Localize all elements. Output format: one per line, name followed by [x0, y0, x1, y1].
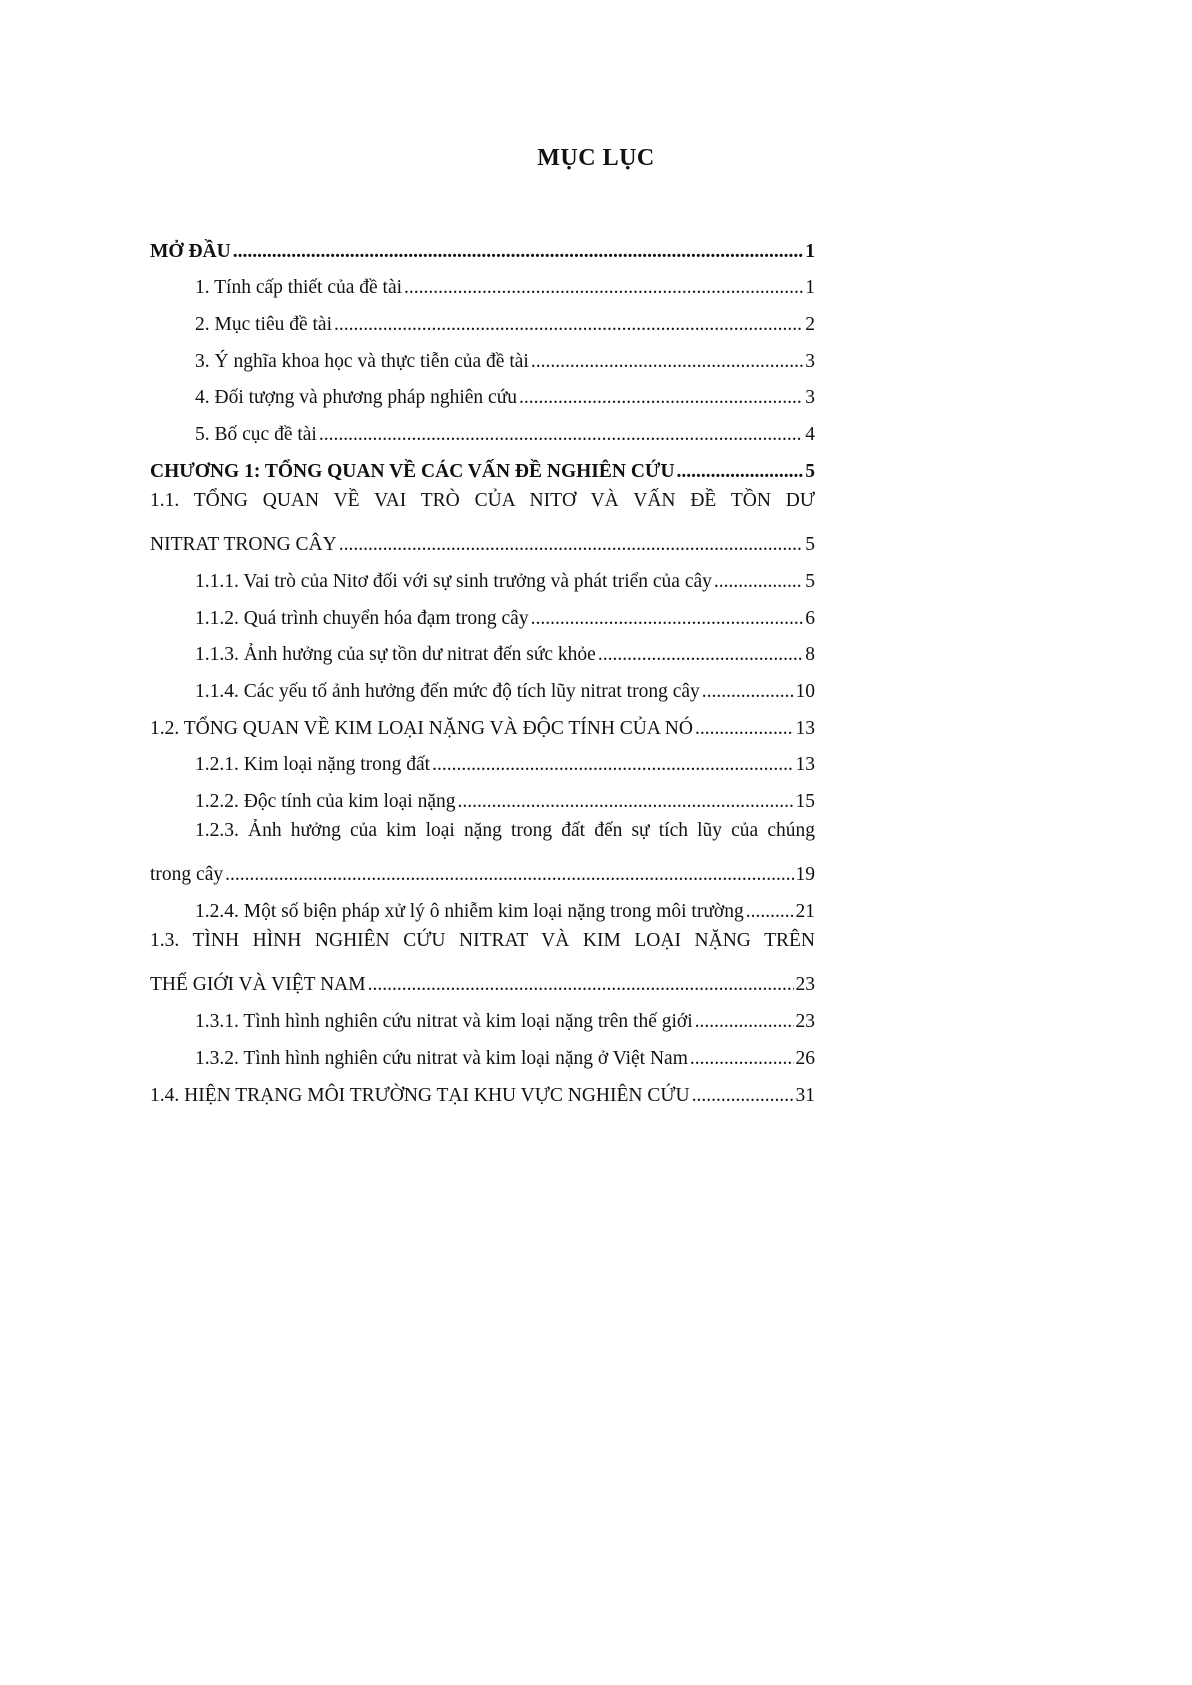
toc-entry-page-number: 5: [805, 460, 815, 482]
toc-entry[interactable]: [150, 740, 815, 777]
dot-leader: [519, 387, 803, 409]
toc-entry-label: 4. Đối tượng và phương pháp nghiên cứu: [195, 387, 518, 409]
toc-entry[interactable]: [150, 666, 815, 703]
toc-entry-page-number: 31: [795, 1084, 815, 1106]
toc-entry-page-number: 23: [795, 974, 815, 996]
toc-entry-page-number: 13: [795, 754, 815, 776]
dot-leader: [690, 1048, 794, 1070]
toc-entry-label: NITRAT TRONG CÂY: [150, 534, 337, 556]
toc-entry-page-number: 5: [805, 570, 815, 592]
toc-entry-label: 1.3.1. Tình hình nghiên cứu nitrat và kim loại nặng trên thế giới: [195, 1011, 693, 1033]
toc-entry[interactable]: [150, 886, 815, 923]
toc-entry[interactable]: [150, 996, 815, 1033]
toc-entry[interactable]: [150, 703, 815, 740]
toc-entry-label: 1.2.1. Kim loại nặng trong đất: [195, 754, 431, 776]
dot-leader: [319, 424, 803, 446]
toc-entry-line1[interactable]: 1.1. TỔNG QUAN VỀ VAI TRÒ CỦA NITƠ VÀ VẤN ĐỀ TỒN DƯ: [150, 489, 815, 511]
toc-entry-line1[interactable]: 1.3. TÌNH HÌNH NGHIÊN CỨU NITRAT VÀ KIM LOẠI NẶNG TRÊN: [150, 930, 815, 952]
toc-entry-label: 1.1.4. Các yếu tố ảnh hưởng đến mức độ tích lũy nitrat trong cây: [195, 680, 700, 702]
dot-leader: [677, 461, 804, 483]
dot-leader: [339, 534, 804, 556]
dot-leader: [432, 754, 793, 776]
dot-leader: [458, 791, 794, 813]
toc-entry-page-number: 19: [795, 864, 815, 886]
toc-entry-label: CHƯƠNG 1: TỔNG QUAN VỀ CÁC VẤN ĐỀ NGHIÊN CỨU: [150, 460, 675, 482]
toc-entry-label: 1.2.2. Độc tính của kim loại nặng: [195, 791, 456, 812]
dot-leader: [702, 681, 794, 703]
dot-leader: [695, 718, 794, 740]
toc-entry-label: 1.1.1. Vai trò của Nitơ đối với sự sinh trưởng và phát triển của cây: [195, 570, 712, 592]
toc-entry[interactable]: [150, 1070, 815, 1107]
dot-leader: [233, 241, 804, 263]
toc-entry-page-number: 21: [795, 901, 815, 923]
dot-leader: [225, 864, 793, 886]
toc-entry-page-number: 3: [805, 350, 815, 372]
toc-entry-page-number: 3: [805, 387, 815, 409]
dot-leader: [404, 277, 803, 299]
toc-entry[interactable]: [150, 409, 815, 446]
dot-leader: [695, 1011, 794, 1033]
dot-leader: [692, 1085, 794, 1107]
toc-entry-label: 1.3.2. Tình hình nghiên cứu nitrat và kim loại nặng ở Việt Nam: [195, 1047, 688, 1069]
toc-entry[interactable]: [150, 630, 815, 667]
toc-entry-page-number: 4: [805, 424, 815, 446]
toc-entry[interactable]: [150, 850, 815, 887]
toc-entry-page-number: 10: [795, 680, 815, 702]
dot-leader: [334, 314, 803, 336]
toc-entry-page-number: 1: [805, 277, 815, 299]
toc-entry-line1[interactable]: 1.2.3. Ảnh hưởng của kim loại nặng trong đất đến sự tích lũy của chúng: [195, 820, 815, 841]
toc-entry[interactable]: [150, 776, 815, 813]
toc-entry-label: 1.2.4. Một số biện pháp xử lý ô nhiễm kim loại nặng trong môi trường: [195, 901, 744, 923]
page-title: MỤC LỤC: [537, 145, 655, 171]
toc-entry-label: 1.1.2. Quá trình chuyển hóa đạm trong cây: [195, 607, 529, 629]
toc-entry-label: THẾ GIỚI VÀ VIỆT NAM: [150, 974, 366, 996]
toc-entry[interactable]: [150, 593, 815, 630]
toc-entry[interactable]: [150, 226, 815, 263]
toc-entry-page-number: 1: [805, 240, 815, 262]
toc-entry[interactable]: [150, 373, 815, 410]
toc-entry-label: 2. Mục tiêu đề tài: [195, 314, 333, 336]
toc-entry[interactable]: [150, 960, 815, 997]
toc-entry[interactable]: [150, 556, 815, 593]
toc-entry[interactable]: [150, 299, 815, 336]
toc-entry-label: 1.2. TỔNG QUAN VỀ KIM LOẠI NẶNG VÀ ĐỘC TÍNH CỦA NÓ: [150, 717, 693, 739]
dot-leader: [714, 571, 803, 593]
toc-entry-page-number: 5: [805, 534, 815, 556]
toc-entry-label: 1.1.3. Ảnh hưởng của sự tồn dư nitrat đến sức khỏe: [195, 644, 596, 666]
toc-entry-page-number: 26: [795, 1047, 815, 1069]
toc-entry-label: trong cây: [150, 864, 224, 886]
toc-entry-page-number: 8: [805, 644, 815, 666]
toc-entry-label: 1. Tính cấp thiết của đề tài: [195, 277, 403, 299]
toc-entry[interactable]: [150, 446, 815, 483]
toc-entry[interactable]: [150, 263, 815, 300]
toc-entry-label: MỞ ĐẦU: [150, 240, 231, 262]
dot-leader: [746, 901, 794, 923]
toc-entry-label: 3. Ý nghĩa khoa học và thực tiễn của đề tài: [195, 350, 529, 372]
toc-entry-label: 5. Bố cục đề tài: [195, 424, 317, 446]
dot-leader: [531, 351, 803, 373]
toc-entry[interactable]: [150, 1033, 815, 1070]
toc-entry-page-number: 15: [795, 791, 815, 812]
toc-entry-page-number: 2: [805, 314, 815, 336]
toc-entry-page-number: 6: [805, 607, 815, 629]
table-of-contents: [150, 226, 815, 1107]
toc-entry[interactable]: [150, 336, 815, 373]
dot-leader: [598, 644, 803, 666]
toc-entry-page-number: 13: [795, 717, 815, 739]
toc-entry[interactable]: [150, 520, 815, 557]
dot-leader: [531, 608, 804, 630]
toc-entry-label: 1.4. HIỆN TRẠNG MÔI TRƯỜNG TẠI KHU VỰC NGHIÊN CỨU: [150, 1084, 690, 1106]
toc-entry-page-number: 23: [795, 1011, 815, 1033]
dot-leader: [368, 974, 794, 996]
